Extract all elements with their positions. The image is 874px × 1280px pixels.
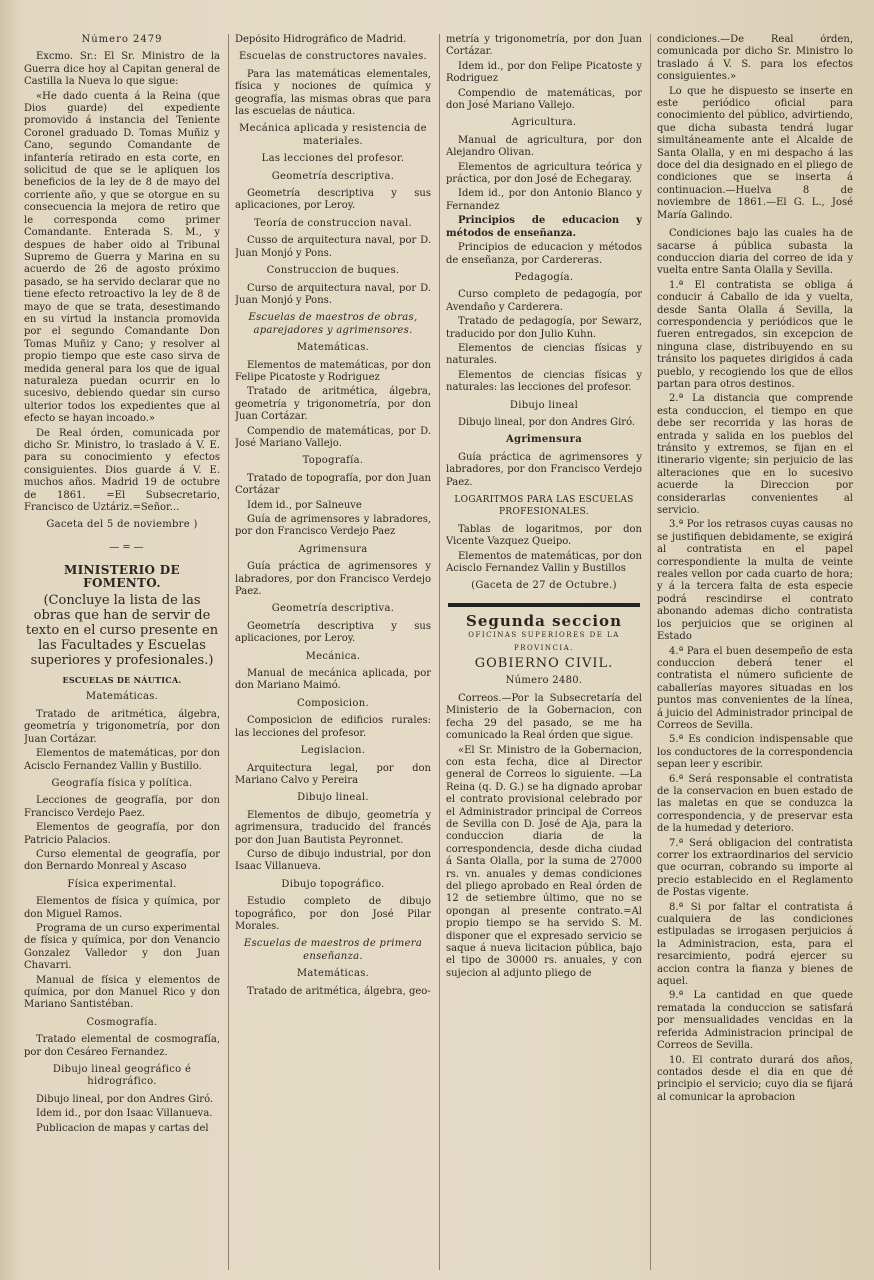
subject-heading: Geografía física y política. bbox=[51, 777, 193, 789]
list-item: Tratado de topografía, por don Juan Cortázar bbox=[235, 472, 431, 497]
list-item: Elementos de geografía, por don Patricio Palacios. bbox=[24, 822, 220, 846]
decree-number: Número 2480. bbox=[505, 675, 583, 687]
list-item: Geometría descriptiva y sus aplicaciones, por Leroy. bbox=[235, 620, 431, 645]
subject-heading: Mecánica. bbox=[305, 650, 361, 662]
ministry-heading: MINISTERIO DE FOMENTO. bbox=[64, 563, 180, 590]
list-item: Elementos de matemáticas, por don Felipe Picatoste y Rodriguez bbox=[235, 359, 431, 383]
gaceta-ref: Gaceta del 5 de noviembre ) bbox=[46, 519, 198, 531]
subject-heading: Agrimensura bbox=[506, 434, 582, 446]
list-item: Dibujo lineal, por don Andres Giró. bbox=[36, 1093, 214, 1105]
paragraph: De Real órden, comunicada por dicho Sr. Ministro, lo traslado á V. E. para su conocimiento y efectos consiguientes. Dios guarde á V. E. muchos años. Madrid 19 de octubre de 1861. =El Subsecretario, Francisco de Uztáriz.=Señor... bbox=[24, 427, 220, 514]
list-item: Curso elemental de geografía, por don Bernardo Monreal y Ascaso bbox=[24, 848, 220, 873]
list-item: Compendio de matemáticas, por don José Mariano Vallejo. bbox=[446, 87, 642, 112]
list-item: Programa de un curso experimental de física y química, por don Venancio Gonzalez Valledor y don Juan Chavarri. bbox=[24, 922, 220, 972]
list-item: metría y trigonometría, por don Juan Cortázar. bbox=[446, 34, 642, 58]
list-item: Elementos de matemáticas, por don Acisclo Fernandez Vallin y Bustillos bbox=[446, 550, 642, 575]
subject-heading: Matemáticas. bbox=[85, 691, 159, 703]
condition-item: 10. El contrato durará dos años, contados desde el dia en que dé principio el servicio; cuyo dia se fijará al comunicar la aprobacion bbox=[657, 1054, 853, 1103]
list-item: Elementos de matemáticas, por don Acisclo Fernandez Vallin y Bustillo. bbox=[24, 748, 220, 772]
subject-heading: Matemáticas. bbox=[296, 342, 370, 354]
subject-heading: Dibujo lineal bbox=[509, 399, 579, 411]
subject-heading: Principios de educacion y métodos de enseñanza. bbox=[446, 215, 642, 239]
condition-item: 1.ª El contratista se obliga á conducir á Caballo de ida y vuelta, desde Santa Olalla á Sevilla, la correspondencia y periódicos que le fueren entregados, sin excepcion de ninguna clase, distribuyendo en su tránsito los paquetes dirigidos á cada pueblo, y recogiendo los que de ellos partan para otros destinos. bbox=[657, 279, 853, 390]
list-item: Tratado de aritmética, álgebra, geo- bbox=[247, 985, 431, 997]
subject-heading: Matemáticas. bbox=[296, 968, 370, 980]
list-item: Tratado de aritmética, álgebra, geometría y trigonometría, por don Juan Cortázar. bbox=[24, 708, 220, 745]
list-item: Elementos de ciencias físicas y naturales: las lecciones del profesor. bbox=[446, 369, 642, 394]
list-item: Curso de dibujo industrial, por don Isaac Villanueva. bbox=[235, 848, 431, 873]
list-item: Cusso de arquitectura naval, por D. Juan Monjó y Pons. bbox=[235, 235, 431, 259]
paragraph: Excmo. Sr.: El Sr. Ministro de la Guerra dice hoy al Capitan general de Castilla la Nueva lo que sigue: bbox=[24, 51, 220, 88]
condition-item: 7.ª Será obligacion del contratista correr los extraordinarios del servicio que ocurran, cobrando su importe al precio establecido en el Reglamento de Postas vigente. bbox=[657, 837, 853, 899]
list-item: Para las matemáticas elementales, física y nociones de química y geografía, las mismas obras que para las escuelas de náutica. bbox=[235, 68, 431, 118]
paragraph: condiciones.—De Real órden, comunicada por dicho Sr. Ministro lo traslado á V. S. para los efectos consiguientes.» bbox=[657, 34, 853, 83]
list-item: Tablas de logaritmos, por don Vicente Vazquez Queipo. bbox=[446, 523, 642, 548]
subject-heading: Mecánica aplicada y resistencia de materiales. bbox=[239, 123, 427, 147]
section-heading: Escuelas de maestros de obras, aparejadores y agrimensores. bbox=[248, 312, 418, 336]
subject-heading: Topografía. bbox=[302, 455, 364, 467]
subject-heading: Legislacion. bbox=[300, 745, 366, 757]
column-rule bbox=[439, 34, 440, 1270]
column-1 bbox=[24, 34, 220, 1270]
subject-heading: Física experimental. bbox=[67, 878, 177, 890]
subject-heading: Dibujo lineal. bbox=[297, 792, 369, 804]
section-heading: ESCUELAS DE NÁUTICA. bbox=[62, 675, 182, 686]
subject-heading: Dibujo topográfico. bbox=[281, 878, 385, 890]
subject-heading: Geometría descriptiva. bbox=[271, 603, 395, 615]
list-item: Compendio de matemáticas, por D. José Mariano Vallejo. bbox=[235, 425, 431, 449]
column-rule bbox=[228, 34, 229, 1270]
column-2 bbox=[235, 34, 431, 1270]
list-item: Lecciones de geografía, por don Francisco Verdejo Paez. bbox=[24, 795, 220, 819]
subject-heading: Agricultura. bbox=[511, 117, 577, 129]
list-item: Tratado de aritmética, álgebra, geometría y trigonometría, por don Juan Cortázar. bbox=[235, 386, 431, 423]
column-rule bbox=[650, 34, 651, 1270]
subject-heading: Composicion. bbox=[297, 697, 369, 709]
paragraph: Lo que he dispuesto se inserte en este periódico oficial para conocimiento del público, advirtiendo, que dicha subasta tendrá lugar simultáneamente ante el Alcalde de Santa Olalla, y en mi despacho á las doce del dia designado en el pliego de condiciones que se inserta á continuacion.—Huelva 8 de noviembre de 1861.—El G. L., José María Galindo. bbox=[657, 85, 853, 221]
section-heading: LOGARITMOS PARA LAS ESCUELAS PROFESIONALES. bbox=[454, 495, 634, 518]
list-item: Principios de educacion y métodos de enseñanza, por Cardereras. bbox=[446, 242, 642, 266]
list-item: Manual de física y elementos de química, por don Manuel Rico y don Mariano Santistéban. bbox=[24, 974, 220, 1011]
list-item: Composicion de edificios rurales: las lecciones del profesor. bbox=[235, 715, 431, 739]
list-item: Guía práctica de agrimensores y labradores, por don Francisco Verdejo Paez. bbox=[446, 451, 642, 488]
office-heading: GOBIERNO CIVIL. bbox=[474, 656, 614, 672]
condition-item: 8.ª Si por faltar el contratista á cualquiera de las condiciones estipuladas se irrogasen perjuicios á la Administracion, esta, para el resarcimiento, podrá ejercer su accion contra la fianza y bienes de aquel. bbox=[657, 901, 853, 988]
column-4 bbox=[657, 34, 853, 1270]
subject-heading: Cosmografía. bbox=[86, 1016, 158, 1028]
list-item: Publicacion de mapas y cartas del bbox=[36, 1122, 209, 1134]
column-3 bbox=[446, 34, 642, 1270]
section-heading: Escuelas de maestros de primera enseñanza. bbox=[243, 938, 423, 962]
list-item: Idem id., por don Antonio Blanco y Fernandez bbox=[446, 188, 642, 212]
list-item: Depósito Hidrográfico de Madrid. bbox=[235, 34, 407, 45]
list-item: Guía práctica de agrimensores y labradores, por don Francisco Verdejo Paez. bbox=[235, 561, 431, 598]
paragraph: Correos.—Por la Subsecretaría del Ministerio de la Gobernacion, con fecha 29 del pasado, se me ha comunicado la Real órden que sigue. bbox=[446, 692, 642, 742]
paragraph: «He dado cuenta á la Reina (que Dios guarde) del expediente promovido á instancia del Teniente Coronel graduado D. Tomas Muñiz y Cano, segundo Comandante de infantería retirado en esta corte, en solicitud de que se le apliquen los beneficios de la ley de 8 de mayo del corriente año, y que se otorgue en su consecuencia la mejora de retiro que le corresponda como primer Comandante. Enterada S. M., y despues de haber oido al Tribunal Supremo de Guerra y Marina en su acuerdo de 26 de agosto próximo pasado, se ha servido declarar que no tiene efecto retroactivo la ley de 8 de mayo de que se trata, desestimando en su virtud la instancia promovida por el segundo Comandante Don Tomas Muñiz y Cano; y resolver al propio tiempo que este caso sirva de medida general para los que de igual naturaleza puedan ocurrir en lo sucesivo, debiendo quedar sin curso ulterior todos los expedientes que al efecto se hayan incoado.» bbox=[24, 90, 220, 425]
condition-item: 5.ª Es condicion indispensable que los conductores de la correspondencia sepan leer y escribir. bbox=[657, 734, 853, 771]
list-item: Estudio completo de dibujo topográfico, por don José Pilar Morales. bbox=[235, 896, 431, 932]
list-item: Curso de arquitectura naval, por D. Juan Monjó y Pons. bbox=[235, 282, 431, 306]
paragraph: «El Sr. Ministro de la Gobernacion, con esta fecha, dice al Director general de Correos lo siguiente. —La Reina (q. D. G.) se ha dignado aprobar el contrato provisional celebrado por el Administrador principal de Correos de Sevilla con D. José de Aja, para la conduccion diaria de la correspondencia, desde dicha ciudad á Santa Olalla, por la suma de 27000 rs. vn. anuales y demas condiciones del pliego aprobado en Real órden de 12 de setiembre último, que no se opongan al presente contrato.=Al propio tiempo se ha servido S. M. disponer que el expresado servicio se saque á nueva licitacion pública, bajo el tipo de 30000 rs. anuales, y con sujecion al adjunto pliego de bbox=[446, 744, 642, 979]
condition-item: 9.ª La cantidad en que quede rematada la conduccion se satisfará por mensualidades vencidas en la referida Administracion principal de Correos de Sevilla. bbox=[657, 990, 853, 1052]
list-item: Elementos de física y química, por don Miguel Ramos. bbox=[24, 896, 220, 920]
subject-heading: Construccion de buques. bbox=[266, 265, 400, 277]
subject-heading: Teoría de construccion naval. bbox=[253, 217, 412, 229]
list-item: Manual de agricultura, por don Alejandro Olivan. bbox=[446, 134, 642, 159]
list-intro: (Concluye la lista de las obras que han de servir de texto en el curso presente en las Facultades y Escuelas superiores y profesionales.) bbox=[25, 593, 219, 669]
list-item: Idem id., por Salneuve bbox=[247, 499, 362, 511]
list-item: Curso completo de pedagogía, por Avendaño y Carderera. bbox=[446, 289, 642, 313]
section-subtitle: OFICINAS SUPERIORES DE LA PROVINCIA. bbox=[468, 631, 620, 652]
list-item: Idem id., por don Isaac Villanueva. bbox=[36, 1108, 213, 1120]
separator: —=— bbox=[109, 541, 147, 553]
list-item: Idem id., por don Felipe Picatoste y Rodriguez bbox=[446, 60, 642, 85]
list-item: Geometría descriptiva y sus aplicaciones, por Leroy. bbox=[235, 188, 431, 212]
condition-item: 2.ª La distancia que comprende esta conduccion, el tiempo en que debe ser recorrida y las horas de entrada y salida en los pueblos del tránsito y extremos, se fijan en el itinerario vigente; sin perjuicio de las alteraciones que en lo sucesivo acuerde la Direccion por considerarlas convenientes al servicio. bbox=[657, 393, 853, 517]
section-heading: Escuelas de constructores navales. bbox=[238, 51, 428, 63]
list-item: Tratado de pedagogía, por Sewarz, traducido por don Julio Kuhn. bbox=[446, 316, 642, 340]
subject-heading: Las lecciones del profesor. bbox=[261, 153, 405, 165]
condition-item: 3.ª Por los retrasos cuyas causas no se justifiquen debidamente, se exigirá al contratista en el papel correspondiente la multa de veinte reales vellon por cada cuarto de hora; y á la tercera falta de esta especie podrá rescindirse el contrato abonando ademas dicho contratista los perjuicios que se originen al Estado bbox=[657, 519, 853, 643]
section-title: Segunda seccion bbox=[466, 611, 622, 630]
decree-number: Número 2479 bbox=[81, 34, 163, 45]
conditions-intro: Condiciones bajo las cuales ha de sacarse á pública subasta la conduccion diaria del correo de ida y vuelta entre Santa Olalla y Sevilla. bbox=[657, 228, 853, 277]
condition-item: 4.ª Para el buen desempeño de esta conduccion deberá tener el contratista el número suficiente de caballerías mayores situadas en los puntos mas convenientes de la línea, á juicio del Administrador principal de Correos de Sevilla. bbox=[657, 645, 853, 731]
list-item: Arquitectura legal, por don Mariano Calvo y Pereira bbox=[235, 762, 431, 786]
list-item: Elementos de dibujo, geometría y agrimensura, traducido del francés por don Juan Bautista Peyronnet. bbox=[235, 809, 431, 846]
section-rule bbox=[448, 603, 640, 607]
subject-heading: Pedagogía. bbox=[514, 271, 574, 283]
subject-heading: Dibujo lineal geográfico é hidrográfico. bbox=[52, 1064, 192, 1088]
subject-heading: Elementos de ciencias físicas y naturales. bbox=[446, 342, 642, 367]
subject-heading: Agrimensura bbox=[298, 543, 368, 555]
list-item: Tratado elemental de cosmografía, por don Cesáreo Fernandez. bbox=[24, 1034, 220, 1058]
list-item: Manual de mecánica aplicada, por don Mariano Maimó. bbox=[235, 668, 431, 692]
list-item: Dibujo lineal, por don Andres Giró. bbox=[458, 416, 636, 428]
condition-item: 6.ª Será responsable el contratista de la conservacion en buen estado de las maletas en que se conduzca la correspondencia, y de preservar esta de la humedad y deterioro. bbox=[657, 773, 853, 835]
gaceta-ref: (Gaceta de 27 de Octubre.) bbox=[471, 580, 617, 592]
list-item: Elementos de agricultura teórica y práctica, por don José de Echegaray. bbox=[446, 161, 642, 186]
subject-heading: Geometría descriptiva. bbox=[271, 170, 395, 182]
list-item: Guía de agrimensores y labradores, por don Francisco Verdejo Paez bbox=[235, 514, 431, 538]
